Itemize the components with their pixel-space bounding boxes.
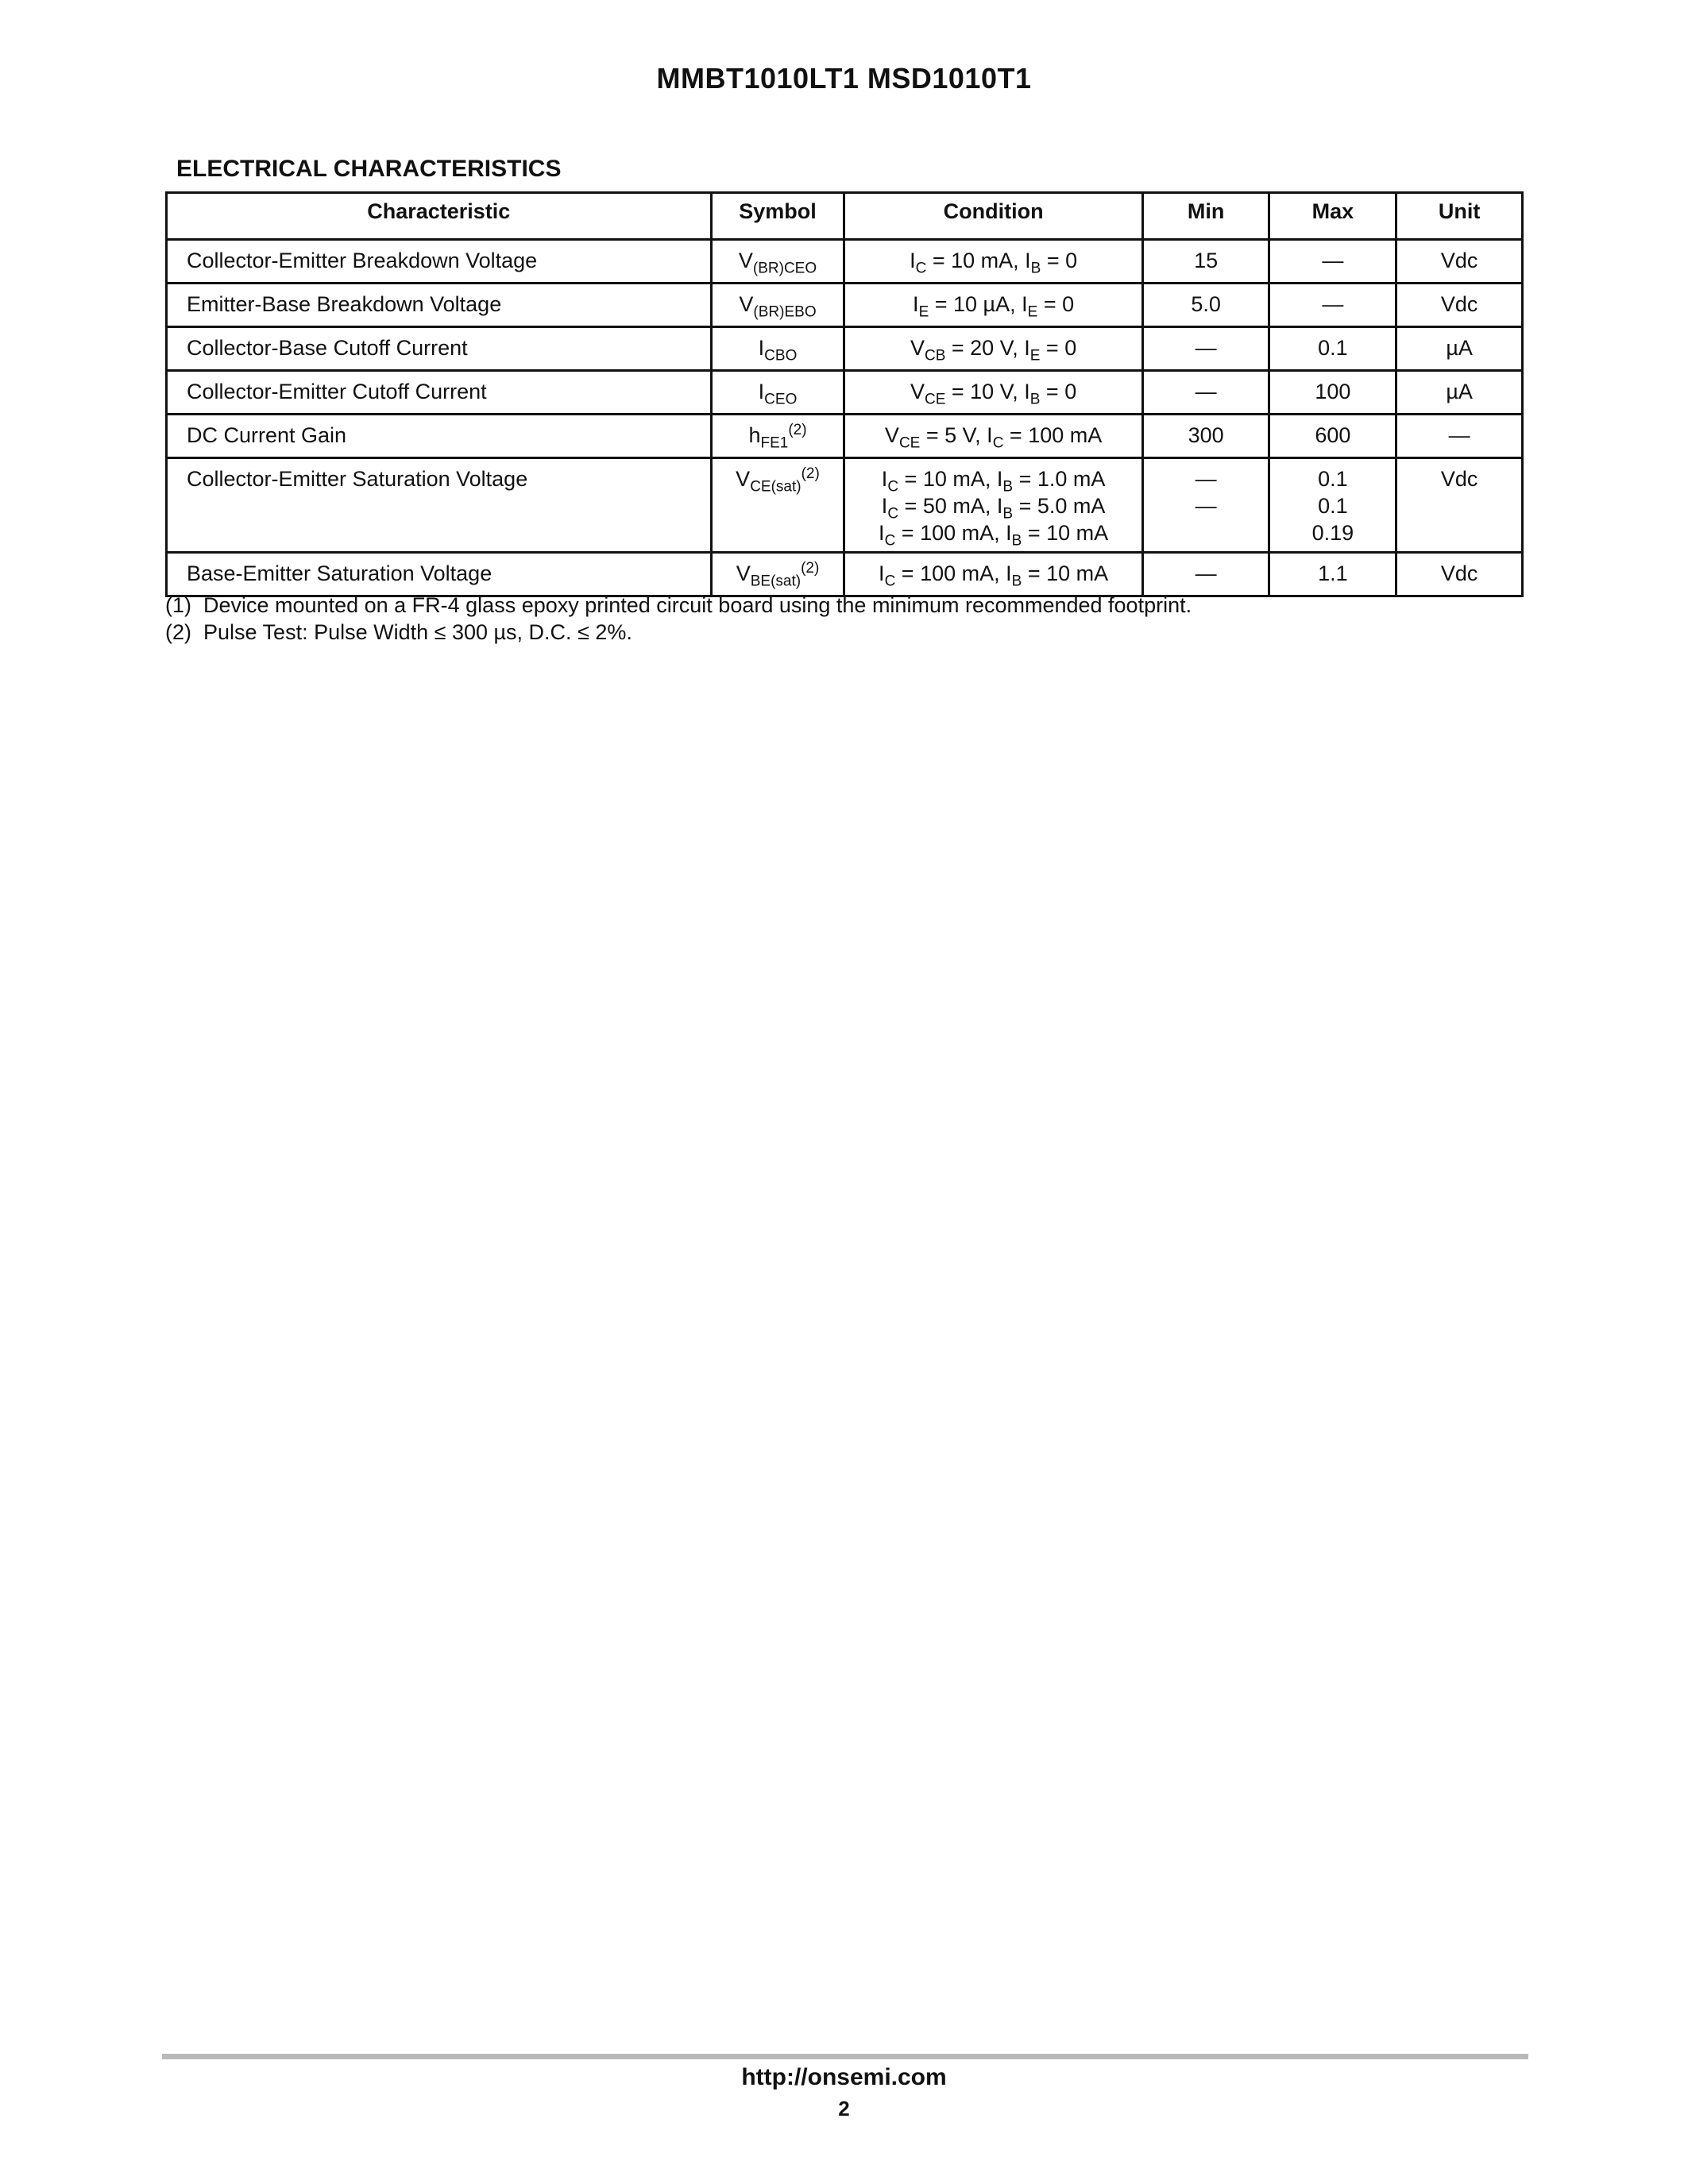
condition-subscript: C <box>884 532 896 550</box>
column-header-characteristic: Characteristic <box>167 193 712 240</box>
condition-subscript: C <box>887 478 899 496</box>
condition-value: = 0 <box>1037 292 1075 316</box>
condition-subscript: CB <box>924 347 946 365</box>
condition-symbol: I <box>881 467 888 491</box>
section-title: ELECTRICAL CHARACTERISTICS <box>176 156 562 182</box>
condition-symbol: V <box>910 380 925 403</box>
condition-value: = 5.0 mA <box>1013 494 1106 518</box>
unit-cell: Vdc <box>1396 553 1523 596</box>
condition-line <box>853 334 1133 365</box>
symbol-cell <box>711 371 844 415</box>
condition-symbol: I <box>987 423 993 447</box>
condition-line <box>853 465 1133 496</box>
condition-symbol: I <box>910 249 916 272</box>
max-cell <box>1269 458 1396 553</box>
min-cell <box>1142 240 1269 284</box>
symbol-main: V <box>739 292 754 316</box>
min-value: 300 <box>1188 423 1224 447</box>
symbol-subscript: CEO <box>764 391 798 408</box>
condition-subscript: E <box>1027 303 1038 321</box>
condition-symbol: V <box>910 336 925 360</box>
condition-symbol: I <box>913 292 919 316</box>
condition-value: = 10 mA, <box>898 467 997 491</box>
condition-line <box>853 291 1133 321</box>
footnote-number: (2) <box>165 620 191 644</box>
condition-value: = 0 <box>1041 249 1078 272</box>
characteristic-cell: Base-Emitter Saturation Voltage <box>167 553 712 596</box>
condition-value: = 50 mA, <box>898 494 997 518</box>
symbol-subscript: (BR)EBO <box>753 303 817 321</box>
condition-line <box>853 519 1133 550</box>
condition-symbol: I <box>1024 336 1030 360</box>
condition-value: = 0 <box>1040 336 1077 360</box>
max-value: 0.1 <box>1318 467 1348 491</box>
symbol-main: V <box>736 467 751 491</box>
symbol-subscript: CE(sat) <box>750 478 802 496</box>
condition-subscript: C <box>887 505 899 523</box>
symbol-main: h <box>748 423 761 447</box>
symbol-subscript: CBO <box>764 347 798 365</box>
min-cell <box>1142 371 1269 415</box>
condition-symbol: I <box>1024 380 1030 403</box>
min-cell <box>1142 284 1269 327</box>
max-value: 600 <box>1315 423 1351 447</box>
condition-value: = 10 mA <box>1022 561 1109 585</box>
condition-subscript: CE <box>924 391 946 408</box>
footnote-text: Pulse Test: Pulse Width ≤ 300 µs, D.C. ≤ 2%. <box>203 620 632 644</box>
max-value: 1.1 <box>1318 561 1348 585</box>
condition-symbol: I <box>1006 561 1012 585</box>
unit-cell: µA <box>1396 327 1523 371</box>
footer-divider <box>162 2054 1528 2059</box>
min-cell <box>1142 458 1269 553</box>
condition-symbol: I <box>881 494 888 518</box>
table-row <box>167 284 1523 327</box>
condition-cell <box>844 458 1142 553</box>
condition-cell <box>844 371 1142 415</box>
condition-line <box>853 492 1133 523</box>
characteristic-cell: Collector-Emitter Cutoff Current <box>167 371 712 415</box>
condition-subscript: C <box>884 573 896 590</box>
column-header-condition: Condition <box>844 193 1142 240</box>
column-header-min: Min <box>1142 193 1269 240</box>
table-row <box>167 240 1523 284</box>
page-title: MMBT1010LT1 MSD1010T1 <box>656 62 1032 95</box>
max-cell <box>1269 327 1396 371</box>
symbol-main: V <box>736 561 751 585</box>
table-row <box>167 415 1523 458</box>
footnote-number: (1) <box>165 593 191 617</box>
condition-symbol: I <box>996 494 1003 518</box>
characteristic-cell: Collector-Emitter Breakdown Voltage <box>167 240 712 284</box>
characteristic-cell: Collector-Emitter Saturation Voltage <box>167 458 712 553</box>
table-row <box>167 371 1523 415</box>
condition-subscript: E <box>1029 347 1041 365</box>
max-value: 100 <box>1315 380 1351 403</box>
condition-symbol: I <box>879 561 885 585</box>
symbol-cell <box>711 415 844 458</box>
condition-cell <box>844 553 1142 596</box>
footnote-text: Device mounted on a FR-4 glass epoxy printed circuit board using the minimum recommended footprint. <box>203 593 1192 617</box>
footnotes <box>165 592 1192 646</box>
condition-subscript: B <box>1011 573 1022 590</box>
unit-cell: µA <box>1396 371 1523 415</box>
characteristic-cell: Emitter-Base Breakdown Voltage <box>167 284 712 327</box>
condition-line <box>853 422 1133 452</box>
table-body <box>167 240 1523 596</box>
condition-subscript: C <box>992 434 1004 452</box>
condition-value: = 0 <box>1040 380 1077 403</box>
min-value: 5.0 <box>1191 292 1221 316</box>
condition-cell <box>844 327 1142 371</box>
symbol-superscript: (2) <box>788 422 807 438</box>
unit-cell: Vdc <box>1396 240 1523 284</box>
condition-symbol: V <box>884 423 899 447</box>
condition-subscript: E <box>918 303 929 321</box>
footnote <box>165 619 1192 646</box>
min-cell <box>1142 553 1269 596</box>
max-value: 0.1 <box>1318 336 1348 360</box>
condition-line <box>853 247 1133 277</box>
min-cell <box>1142 415 1269 458</box>
max-value: 0.19 <box>1311 521 1354 545</box>
condition-symbol: I <box>996 467 1003 491</box>
max-cell <box>1269 284 1396 327</box>
condition-value: = 10 mA, <box>926 249 1026 272</box>
condition-value: = 100 mA, <box>895 521 1006 545</box>
min-cell <box>1142 327 1269 371</box>
symbol-superscript: (2) <box>801 560 820 577</box>
footnote <box>165 592 1192 619</box>
symbol-cell <box>711 284 844 327</box>
max-cell <box>1269 240 1396 284</box>
condition-value: = 10 µA, <box>929 292 1022 316</box>
symbol-cell <box>711 327 844 371</box>
min-value: — <box>1195 561 1217 585</box>
table-row <box>167 553 1523 596</box>
condition-line <box>853 378 1133 408</box>
condition-subscript: B <box>1011 532 1022 550</box>
condition-symbol: I <box>879 521 885 545</box>
footer-url[interactable]: http://onsemi.com <box>741 2064 947 2090</box>
column-header-symbol: Symbol <box>711 193 844 240</box>
unit-cell: — <box>1396 415 1523 458</box>
max-value: — <box>1322 249 1344 272</box>
condition-cell <box>844 240 1142 284</box>
min-value: — <box>1195 380 1217 403</box>
max-value: — <box>1322 292 1344 316</box>
electrical-characteristics-table <box>165 191 1524 597</box>
min-value: 15 <box>1194 249 1219 272</box>
condition-symbol: I <box>1006 521 1012 545</box>
table-row <box>167 458 1523 553</box>
column-header-unit: Unit <box>1396 193 1523 240</box>
min-value: — <box>1195 494 1217 518</box>
condition-subscript: B <box>1029 391 1041 408</box>
condition-line <box>853 560 1133 590</box>
condition-subscript: B <box>1002 478 1014 496</box>
condition-subscript: B <box>1030 260 1041 277</box>
column-header-max: Max <box>1269 193 1396 240</box>
characteristic-cell: DC Current Gain <box>167 415 712 458</box>
unit-cell: Vdc <box>1396 284 1523 327</box>
condition-value: = 5 V, <box>920 423 987 447</box>
max-cell <box>1269 371 1396 415</box>
symbol-cell <box>711 458 844 553</box>
table-header-row <box>167 193 1523 240</box>
max-cell <box>1269 553 1396 596</box>
condition-value: = 100 mA, <box>895 561 1006 585</box>
condition-cell <box>844 415 1142 458</box>
max-cell <box>1269 415 1396 458</box>
condition-subscript: CE <box>898 434 921 452</box>
symbol-main: V <box>738 249 753 272</box>
condition-value: = 10 V, <box>945 380 1025 403</box>
condition-value: = 100 mA <box>1003 423 1103 447</box>
condition-value: = 1.0 mA <box>1013 467 1106 491</box>
condition-symbol: I <box>1022 292 1028 316</box>
page-number: 2 <box>838 2097 850 2120</box>
condition-value: = 20 V, <box>945 336 1025 360</box>
symbol-subscript: (BR)CEO <box>752 260 817 277</box>
max-value: 0.1 <box>1318 494 1348 518</box>
condition-cell <box>844 284 1142 327</box>
min-value: — <box>1195 467 1217 491</box>
condition-value: = 10 mA <box>1022 521 1109 545</box>
condition-subscript: C <box>915 260 927 277</box>
min-value: — <box>1195 336 1217 360</box>
symbol-cell <box>711 553 844 596</box>
symbol-superscript: (2) <box>801 465 820 482</box>
condition-symbol: I <box>1025 249 1031 272</box>
symbol-cell <box>711 240 844 284</box>
condition-subscript: B <box>1002 505 1014 523</box>
symbol-main: I <box>758 336 765 360</box>
symbol-main: I <box>758 380 765 403</box>
symbol-subscript: BE(sat) <box>750 573 802 590</box>
symbol-subscript: FE1 <box>760 434 789 452</box>
unit-cell: Vdc <box>1396 458 1523 553</box>
characteristic-cell: Collector-Base Cutoff Current <box>167 327 712 371</box>
table-row <box>167 327 1523 371</box>
